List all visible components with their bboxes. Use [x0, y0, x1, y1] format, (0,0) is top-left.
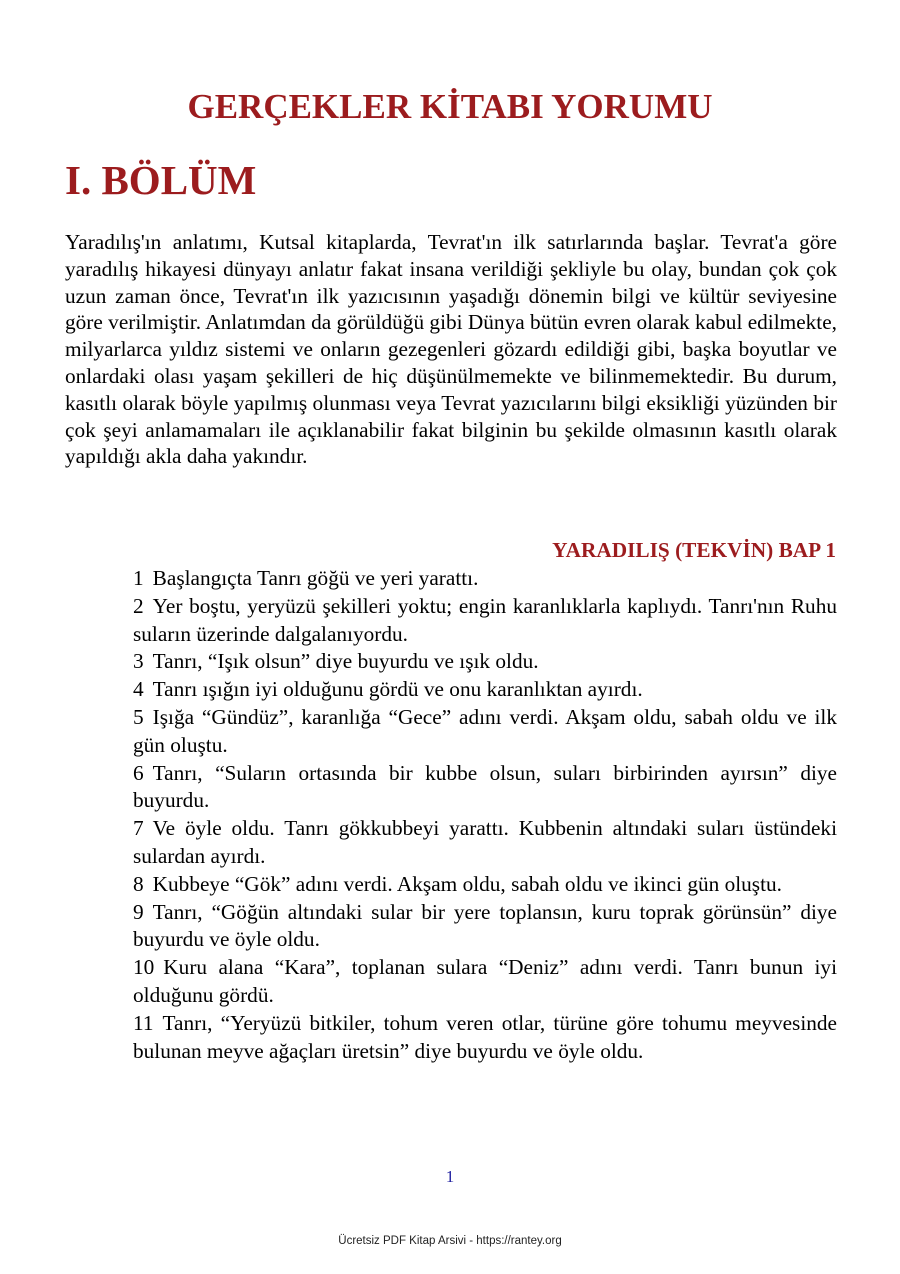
verse [133, 1010, 837, 1066]
verse-text: Tanrı, “Suların ortasında bir kubbe olsun, suları birbirinden ayırsın” diye buyurdu. [133, 760, 837, 813]
verse-number: 5 [133, 704, 144, 729]
verse-number: 9 [133, 899, 144, 924]
verse-number: 1 [133, 566, 144, 590]
verse-number: 7 [133, 816, 144, 841]
verse [133, 593, 837, 649]
verse-number: 4 [133, 677, 144, 702]
page-title: GERÇEKLER KİTABI YORUMU [187, 87, 713, 126]
verse [133, 565, 837, 593]
verse-text: Yer boştu, yeryüzü şekilleri yoktu; engin karanlıklarla kaplıydı. Tanrı'nın Ruhu suların üzerinde dalgalanıyordu. [133, 593, 837, 646]
verse [133, 648, 837, 676]
verse-text: Tanrı, “Göğün altındaki sular bir yere toplansın, kuru toprak görünsün” diye buyurdu ve öyle oldu. [133, 899, 837, 952]
page-number: 1 [445, 1167, 455, 1186]
verse [133, 676, 837, 704]
verse [133, 815, 837, 871]
verse-text: Kubbeye “Gök” adını verdi. Akşam oldu, sabah oldu ve ikinci gün oluştu. [152, 871, 782, 896]
verse-number: 10 [133, 955, 155, 980]
verse-number: 3 [133, 649, 144, 674]
verse [133, 704, 837, 760]
verse-text: Ve öyle oldu. Tanrı gökkubbeyi yarattı. Kubbenin altındaki suları üstündeki sulardan ayırdı. [133, 816, 837, 868]
verse-number: 11 [133, 1010, 154, 1035]
verse-number: 2 [133, 593, 144, 618]
verse-text: Işığa “Gündüz”, karanlığa “Gece” adını verdi. Akşam oldu, sabah oldu ve ilk gün oluştu. [133, 704, 837, 757]
verse [133, 760, 837, 816]
verse-text: Tanrı, “Işık olsun” diye buyurdu ve ışık oldu. [152, 649, 539, 674]
verse [133, 899, 837, 955]
footer-text: Ücretsiz PDF Kitap Arsivi - https://rantey.org [338, 1235, 562, 1247]
section-heading: YARADILIŞ (TEKVİN) BAP 1 [552, 538, 836, 562]
verse [133, 954, 837, 1010]
verse-list [133, 565, 837, 1065]
intro-paragraph: Yaradılış'ın anlatımı, Kutsal kitaplarda, Tevrat'ın ilk satırlarında başlar. Tevrat'a göre yaradılış hikayesi dünyayı anlatır fakat insana verildiği şekliyle bu olay, bundan çok çok uzun zaman önce, Tevrat'ın ilk yazıcısının yaşadığı dönemin bilgi ve kültür seviyesine göre verilmiştir. Anlatımdan da görüldüğü gibi Dünya bütün evren olarak kabul edilmekte, milyarlarca yıldız sistemi ve onların gezegenleri gözardı edildiği gibi, başka boyutlar ve onlardaki olası yaşam şekilleri de hiç düşünülmemekte ve bilinmemektedir. Bu durum, kasıtlı olarak böyle yapılmış olunması veya Tevrat yazıcılarını bilgi eksikliği yüzünden bir çok şeyi anlamamaları ile açıklanabilir fakat bilginin bu şekilde olmasının kasıtlı olarak yapıldığı akla daha yakındır. [65, 230, 837, 469]
verse-text: Tanrı, “Yeryüzü bitkiler, tohum veren otlar, türüne göre tohumu meyvesinde bulunan meyve ağaçları üretsin” diye buyurdu ve öyle oldu. [133, 1010, 837, 1063]
verse [133, 871, 837, 899]
verse-text: Başlangıçta Tanrı göğü ve yeri yarattı. [152, 566, 479, 590]
chapter-title: I. BÖLÜM [65, 157, 257, 203]
verse-number: 8 [133, 871, 144, 896]
verse-text: Tanrı ışığın iyi olduğunu gördü ve onu karanlıktan ayırdı. [152, 677, 643, 702]
verse-text: Kuru alana “Kara”, toplanan sulara “Deniz” adını verdi. Tanrı bunun iyi olduğunu gördü. [133, 955, 837, 1007]
verse-number: 6 [133, 760, 144, 785]
